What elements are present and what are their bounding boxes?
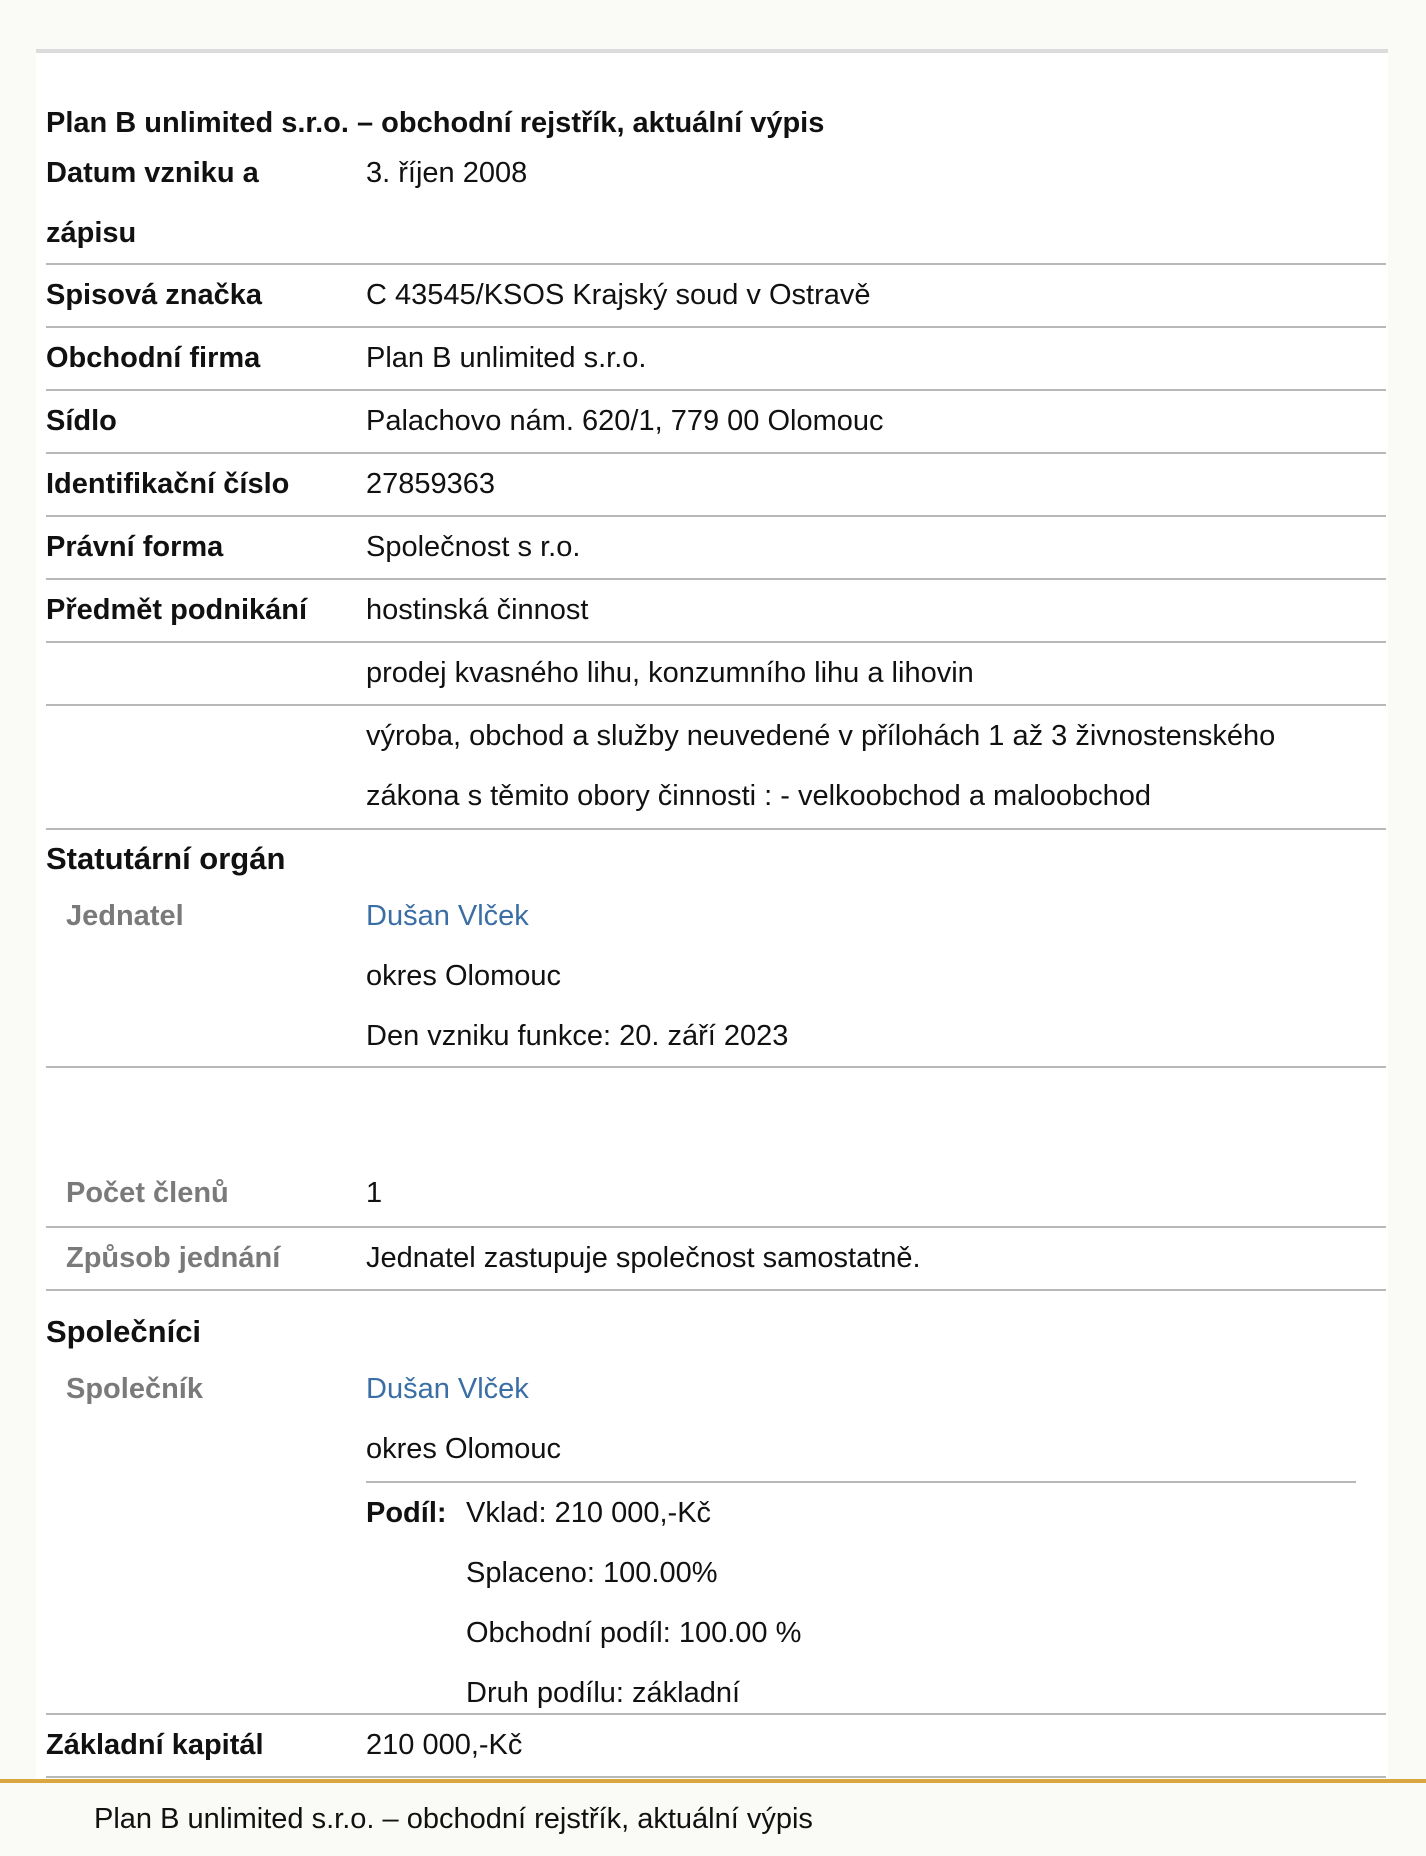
row-id-number bbox=[46, 454, 1386, 517]
row-business-activity bbox=[46, 580, 1386, 643]
row-label: Obchodní firma bbox=[46, 342, 261, 374]
row-business-activity bbox=[46, 706, 1386, 830]
person-district: okres Olomouc bbox=[366, 960, 562, 992]
row-statutory-person bbox=[46, 886, 1386, 1068]
row-address bbox=[46, 391, 1386, 454]
row-value: 210 000,-Kč bbox=[366, 1729, 523, 1761]
row-label: Počet členů bbox=[66, 1177, 229, 1209]
row-label bbox=[46, 143, 346, 263]
business-item-line: výroba, obchod a služby neuvedené v přílohách 1 až 3 živnostenského bbox=[366, 720, 1276, 752]
row-label: Předmět podnikání bbox=[46, 594, 308, 626]
row-business-name bbox=[46, 328, 1386, 391]
share-values bbox=[466, 1483, 801, 1723]
row-founding-date bbox=[46, 143, 1386, 265]
row-capital bbox=[46, 1715, 1386, 1778]
row-value: Plan B unlimited s.r.o. bbox=[366, 342, 647, 374]
row-value: Společnost s r.o. bbox=[366, 531, 581, 563]
share-deposit: Vklad: 210 000,-Kč bbox=[466, 1497, 712, 1529]
row-label: Základní kapitál bbox=[46, 1729, 264, 1761]
person-district: okres Olomouc bbox=[366, 1433, 562, 1465]
row-partner bbox=[46, 1359, 1386, 1715]
row-label: Způsob jednání bbox=[66, 1242, 281, 1274]
person-details bbox=[366, 1359, 1386, 1479]
row-value: 27859363 bbox=[366, 468, 496, 500]
share-ownership: Obchodní podíl: 100.00 % bbox=[466, 1617, 802, 1649]
person-details bbox=[366, 886, 1386, 1066]
row-member-count bbox=[46, 1163, 1386, 1228]
share-block bbox=[366, 1481, 1356, 1713]
role-label: Společník bbox=[66, 1373, 203, 1405]
row-label: Spisová značka bbox=[46, 279, 262, 311]
row-file-number bbox=[46, 265, 1386, 328]
business-item bbox=[366, 706, 1386, 826]
row-value: C 43545/KSOS Krajský soud v Ostravě bbox=[366, 279, 871, 311]
section-heading-statutory: Statutární orgán bbox=[46, 841, 286, 876]
row-label-line: zápisu bbox=[46, 217, 137, 249]
row-acting-manner bbox=[46, 1228, 1386, 1291]
row-value: Palachovo nám. 620/1, 779 00 Olomouc bbox=[366, 405, 884, 437]
person-function-since: Den vzniku funkce: 20. září 2023 bbox=[366, 1020, 789, 1052]
person-link[interactable]: Dušan Vlček bbox=[366, 1373, 529, 1405]
share-paid: Splaceno: 100.00% bbox=[466, 1557, 718, 1589]
section-heading-partners: Společníci bbox=[46, 1314, 202, 1349]
row-value: Jednatel zastupuje společnost samostatně. bbox=[366, 1242, 921, 1274]
share-type: Druh podílu: základní bbox=[466, 1677, 741, 1709]
row-label: Sídlo bbox=[46, 405, 117, 437]
row-legal-form bbox=[46, 517, 1386, 580]
person-link[interactable]: Dušan Vlček bbox=[366, 900, 529, 932]
row-business-activity bbox=[46, 643, 1386, 706]
business-item: prodej kvasného lihu, konzumního lihu a lihovin bbox=[366, 657, 974, 689]
footer-title: Plan B unlimited s.r.o. – obchodní rejstřík, aktuální výpis bbox=[94, 1803, 813, 1835]
footer bbox=[0, 1779, 1426, 1856]
row-label-line: Datum vzniku a bbox=[46, 157, 259, 189]
row-label: Identifikační číslo bbox=[46, 468, 290, 500]
role-label: Jednatel bbox=[66, 900, 184, 932]
row-label: Právní forma bbox=[46, 531, 224, 563]
business-item-line: zákona s těmito obory činnosti : - velkoobchod a maloobchod bbox=[366, 780, 1152, 812]
business-item: hostinská činnost bbox=[366, 594, 589, 626]
row-value: 1 bbox=[366, 1177, 383, 1209]
register-card bbox=[36, 49, 1388, 1779]
page-title: Plan B unlimited s.r.o. – obchodní rejstřík, aktuální výpis bbox=[46, 107, 825, 139]
row-value: 3. říjen 2008 bbox=[366, 157, 528, 189]
share-label: Podíl: bbox=[366, 1497, 447, 1529]
